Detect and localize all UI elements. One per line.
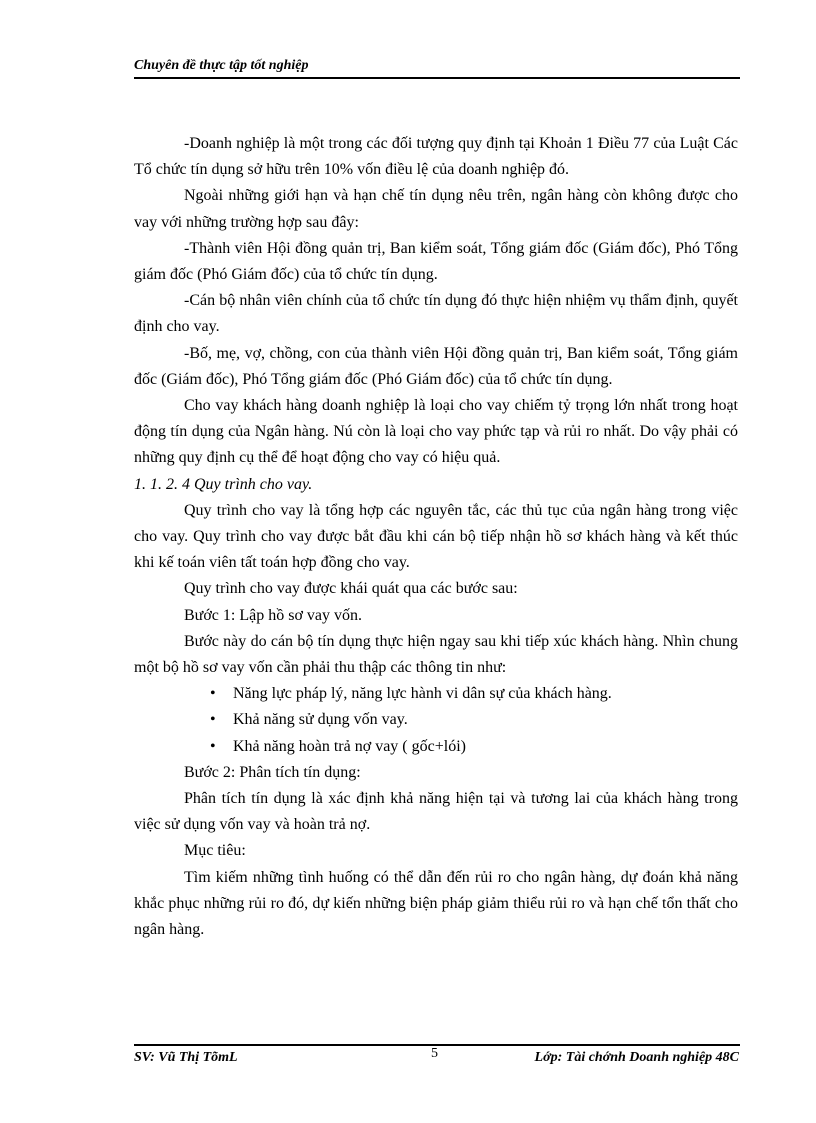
footer-student: SV: Vũ Thị TõmL <box>134 1050 238 1065</box>
footer-class: Lớp: Tài chớnh Doanh nghiệp 48C <box>534 1050 739 1065</box>
paragraph: Ngoài những giới hạn và hạn chế tín dụng nêu trên, ngân hàng còn không được cho vay với những trường hợp sau đây: <box>134 187 738 231</box>
list-item-text: Năng lực pháp lý, năng lực hành vi dân sự của khách hàng. <box>233 685 612 703</box>
list-item <box>210 734 738 760</box>
bullet-icon: • <box>210 711 216 729</box>
paragraph: Phân tích tín dụng là xác định khả năng hiện tại và tương lai của khách hàng trong việc sử dụng vốn vay và hoàn trả nợ. <box>134 790 738 834</box>
list-item-text: Khả năng hoàn trả nợ vay ( gốc+lói) <box>233 737 466 755</box>
bullet-icon: • <box>210 737 216 755</box>
header-title: Chuyên đề thực tập tốt nghiệp <box>134 58 309 73</box>
paragraph: -Cán bộ nhân viên chính của tổ chức tín dụng đó thực hiện nhiệm vụ thẩm định, quyết định cho vay. <box>134 292 738 336</box>
paragraph: Cho vay khách hàng doanh nghiệp là loại cho vay chiếm tỷ trọng lớn nhất trong hoạt động tín dụng của Ngân hàng. Nú còn là loại cho vay phức tạp và rủi ro nhất. Do vậy phải có những quy định cụ thể để hoạt động cho vay có hiệu quả. <box>134 397 738 467</box>
page-body <box>134 131 738 943</box>
section-heading: 1. 1. 2. 4 Quy trình cho vay. <box>134 475 313 493</box>
list-item <box>210 707 738 733</box>
paragraph: -Doanh nghiệp là một trong các đối tượng quy định tại Khoản 1 Điều 77 của Luật Các Tổ chức tín dụng sở hữu trên 10% vốn điều lệ của doanh nghiệp đó. <box>134 135 738 179</box>
paragraph: Mục tiêu: <box>184 842 246 860</box>
paragraph: Bước này do cán bộ tín dụng thực hiện ngay sau khi tiếp xúc khách hàng. Nhìn chung một bộ hồ sơ vay vốn cần phải thu thập các thông tin như: <box>134 632 738 677</box>
paragraph: Bước 2: Phân tích tín dụng: <box>184 763 361 781</box>
paragraph: Quy trình cho vay được khái quát qua các bước sau: <box>184 580 518 598</box>
list-item <box>210 681 738 707</box>
paragraph: Bước 1: Lập hồ sơ vay vốn. <box>184 606 363 624</box>
paragraph: Tìm kiếm những tình huống có thể dẫn đến rủi ro cho ngân hàng, dự đoán khả năng khắc phục những rủi ro đó, dự kiến những biện pháp giảm thiểu rủi ro và hạn chế tổn thất cho ngân hàng. <box>134 868 738 939</box>
bullet-icon: • <box>210 685 216 703</box>
header-rule <box>134 77 740 79</box>
list-item-text: Khả năng sử dụng vốn vay. <box>233 711 408 729</box>
bullet-list <box>134 681 738 760</box>
paragraph: -Bố, mẹ, vợ, chồng, con của thành viên Hội đồng quản trị, Ban kiểm soát, Tổng giám đốc (Giám đốc), Phó Tổng giám đốc (Phó Giám đốc) của tổ chức tín dụng. <box>134 344 738 388</box>
paragraph: -Thành viên Hội đồng quản trị, Ban kiểm soát, Tổng giám đốc (Giám đốc), Phó Tổng giám đốc (Phó Giám đốc) của tổ chức tín dụng. <box>134 239 738 284</box>
page-number: 5 <box>431 1046 438 1061</box>
paragraph: Quy trình cho vay là tổng hợp các nguyên tắc, các thủ tục của ngân hàng trong việc cho vay. Quy trình cho vay được bắt đầu khi cán bộ tiếp nhận hồ sơ khách hàng và kết thúc khi kế toán viên tất toán hợp đồng cho vay. <box>134 501 738 572</box>
